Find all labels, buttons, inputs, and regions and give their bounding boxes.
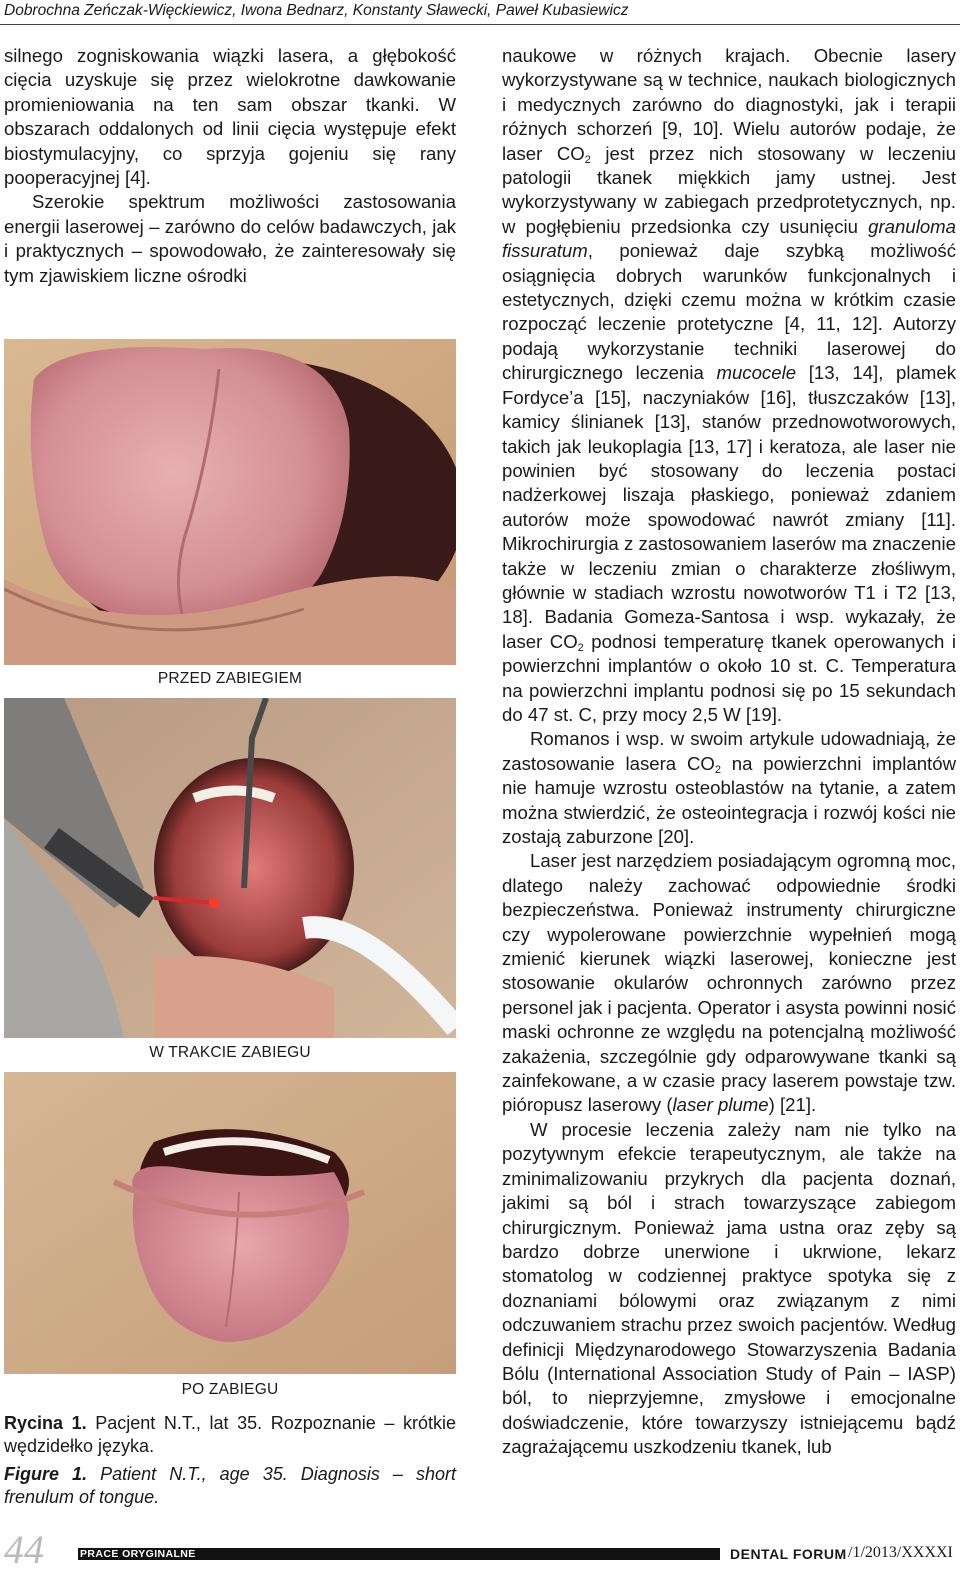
photo-during-image <box>4 698 456 1038</box>
right-p2-part-a: Romanos i wsp. w swoim artykule udowadniają, że zastosowanie lasera CO <box>502 728 956 774</box>
right-paragraph-1 <box>502 44 956 727</box>
right-column <box>502 44 956 1460</box>
figure-text-polish: Pacjent N.T., lat 35. Rozpoznanie – krótkie wędzidełko języka. <box>4 1413 456 1456</box>
figure-label-polish: Rycina 1. <box>4 1413 87 1433</box>
right-p3-part-a: Laser jest narzędziem posiadającym ogromną moc, dlatego należy zachować odpowiednie środki bezpieczeństwa. Ponieważ instrumenty chirurgiczne czy wypolerowane powierzchnie wypełnień mogą zmienić kierunek wiązki laserowej, konieczne jest stosowanie okularów ochronnych zarówno przez personel jak i pacjenta. Operator i asysta powinni nosić maski ochronne ze względu na potencjalną możliwość zakażenia, szczególnie gdy odparowywane tkanki są zainfekowane, a w czasie pracy laserem powstaje tzw. pióropusz laserowy ( <box>502 850 956 1116</box>
right-p1-part-b: jest przez nich stosowany w leczeniu patologii tkanek miękkich jamy ustnej. Jest wykorzystywany w zabiegach przedprotetycznych, np. w pogłębieniu przedsionka czy usunięciu <box>502 142 956 237</box>
photo-during-procedure <box>4 698 456 1038</box>
figure-caption-english <box>4 1463 456 1508</box>
photo-caption-after: PO ZABIEGU <box>181 1381 279 1398</box>
right-p3-part-b: ) [21]. <box>768 1094 817 1116</box>
right-p1-part-d: [13, 14], plamek Fordyce’a [15], naczyniaków [16], tłuszczaków [13], kamicy ślinianek [13], stanów przednowotworowych, takich jak leukoplagia [13, 17] i keratoza, ale laser nie powinien być stosowany do leczenia postaci nadżerkowej liszaja płaskiego, ponieważ zdaniem autorów może spowodować nawrót zmiany [11]. Mikrochirurgia z zastosowaniem laserów ma znaczenie także w leczeniu zmian o charakterze złośliwym, głównie w stadiach wzrostu nowotworów T1 i T2 [13, 18]. Badania Gomeza-Santosa i wsp. wykazały, że laser CO <box>502 362 956 652</box>
figure-caption-polish <box>4 1412 456 1457</box>
footer-issue: /1/2013/XXXXI <box>848 1544 953 1561</box>
figure-text-english: Patient N.T., age 35. Diagnosis – short frenulum of tongue. <box>4 1464 456 1507</box>
right-p1-part-e: podnosi temperaturę tkanek operowanych i powierzchni implantów o około 10 st. C. Temperatura na powierzchni implantu podnosi się po 15 sekundach do 47 st. C, przy mocy 2,5 W [19]. <box>502 630 956 725</box>
header-rule <box>0 24 960 25</box>
photo-caption-before: PRZED ZABIEGIEM <box>157 670 303 687</box>
right-p3-italic-laser-plume: laser plume <box>672 1094 769 1116</box>
left-paragraph-2: Szerokie spektrum możliwości zastosowania energii laserowej – zarówno do celów badawczych, jak i praktycznych – spowodowało, że zainteresowały się tym zjawiskiem liczne ośrodki <box>4 191 456 286</box>
photo-before-procedure <box>4 339 456 665</box>
figure-caption <box>4 1412 456 1508</box>
right-paragraph-2 <box>502 727 956 849</box>
right-p1-italic-granuloma: granuloma fissuratum <box>502 215 956 262</box>
photo-before-image <box>4 339 456 665</box>
figure-label-english: Figure 1. <box>4 1464 88 1485</box>
right-p2-part-b: na powierzchni implantów nie hamuje wzrostu osteoblastów na tytanie, a zatem można stwierdzić, że osteointegracja i rozwój kości nie zostają zaburzone [20]. <box>502 752 956 847</box>
right-p1-italic-mucocele: mucocele <box>716 362 797 384</box>
footer-journal-name: DENTAL FORUM <box>730 1546 847 1562</box>
left-paragraph-1: silnego zogniskowania wiązki lasera, a głębokość cięcia uzyskuje się przez wielokrotne dawkowanie promieniowania na ten sam obszar tkanki. W obszarach oddalonych od linii cięcia występuje efekt biostymulacyjny, co sprzyja gojeniu się rany pooperacyjnej [4]. <box>4 45 456 189</box>
photo-after-procedure <box>4 1072 456 1374</box>
right-paragraph-4: W procesie leczenia zależy nam nie tylko na pozytywnym efekcie terapeutycznym, ale także na zminimalizowaniu przykrych dla pacjenta doznań, jakimi są ból i strach towarzyszące zabiegom chirurgicznym. Ponieważ jama ustna oraz zęby są bardzo dobrze unerwione i ukrwione, lekarz stomatolog w codziennej praktyce spotyka się z doznaniami bólowymi oraz związanym z nimi odczuwaniem strachu przez swoich pacjentów. Według definicji Międzynarodowego Stowarzyszenia Badania Bólu (International Association Study of Pain – IASP) ból, to nieprzyjemne, zmysłowe i emocjonalne doświadczenie, które towarzyszy istniejącemu bądź zagrażającemu uszkodzeniu tkanek, lub <box>502 1118 956 1458</box>
footer-section-label: PRACE ORYGINALNE <box>80 1548 196 1560</box>
right-p1-subscript: 2 <box>584 153 591 166</box>
right-paragraph-3 <box>502 849 956 1117</box>
right-p2-subscript: 2 <box>714 763 721 776</box>
photo-caption-during: W TRAKCIE ZABIEGU <box>149 1044 311 1061</box>
page-number: 44 <box>4 1527 44 1572</box>
right-p1-subscript-2: 2 <box>577 641 584 654</box>
right-p1-part-a: naukowe w różnych krajach. Obecnie lasery wykorzystywane są w technice, naukach biologicznych i medycznych zarówno do diagnostyki, jak i terapii różnych schorzeń [9, 10]. Wielu autorów podaje, że laser CO <box>502 45 956 164</box>
left-column <box>4 44 456 288</box>
right-p1-part-c: , ponieważ daje szybką możliwość osiągnięcia dobrych warunków funkcjonalnych i estetycznych, dzięki czemu można w krótkim czasie rozpocząć leczenie protetyczne [4, 11, 12]. Autorzy podają wykorzystanie techniki laserowej do chirurgicznego leczenia <box>502 240 956 384</box>
running-head-authors: Dobrochna Zeńczak-Więckiewicz, Iwona Bednarz, Konstanty Sławecki, Paweł Kubasiewicz <box>4 2 629 19</box>
photo-after-image <box>4 1072 456 1374</box>
